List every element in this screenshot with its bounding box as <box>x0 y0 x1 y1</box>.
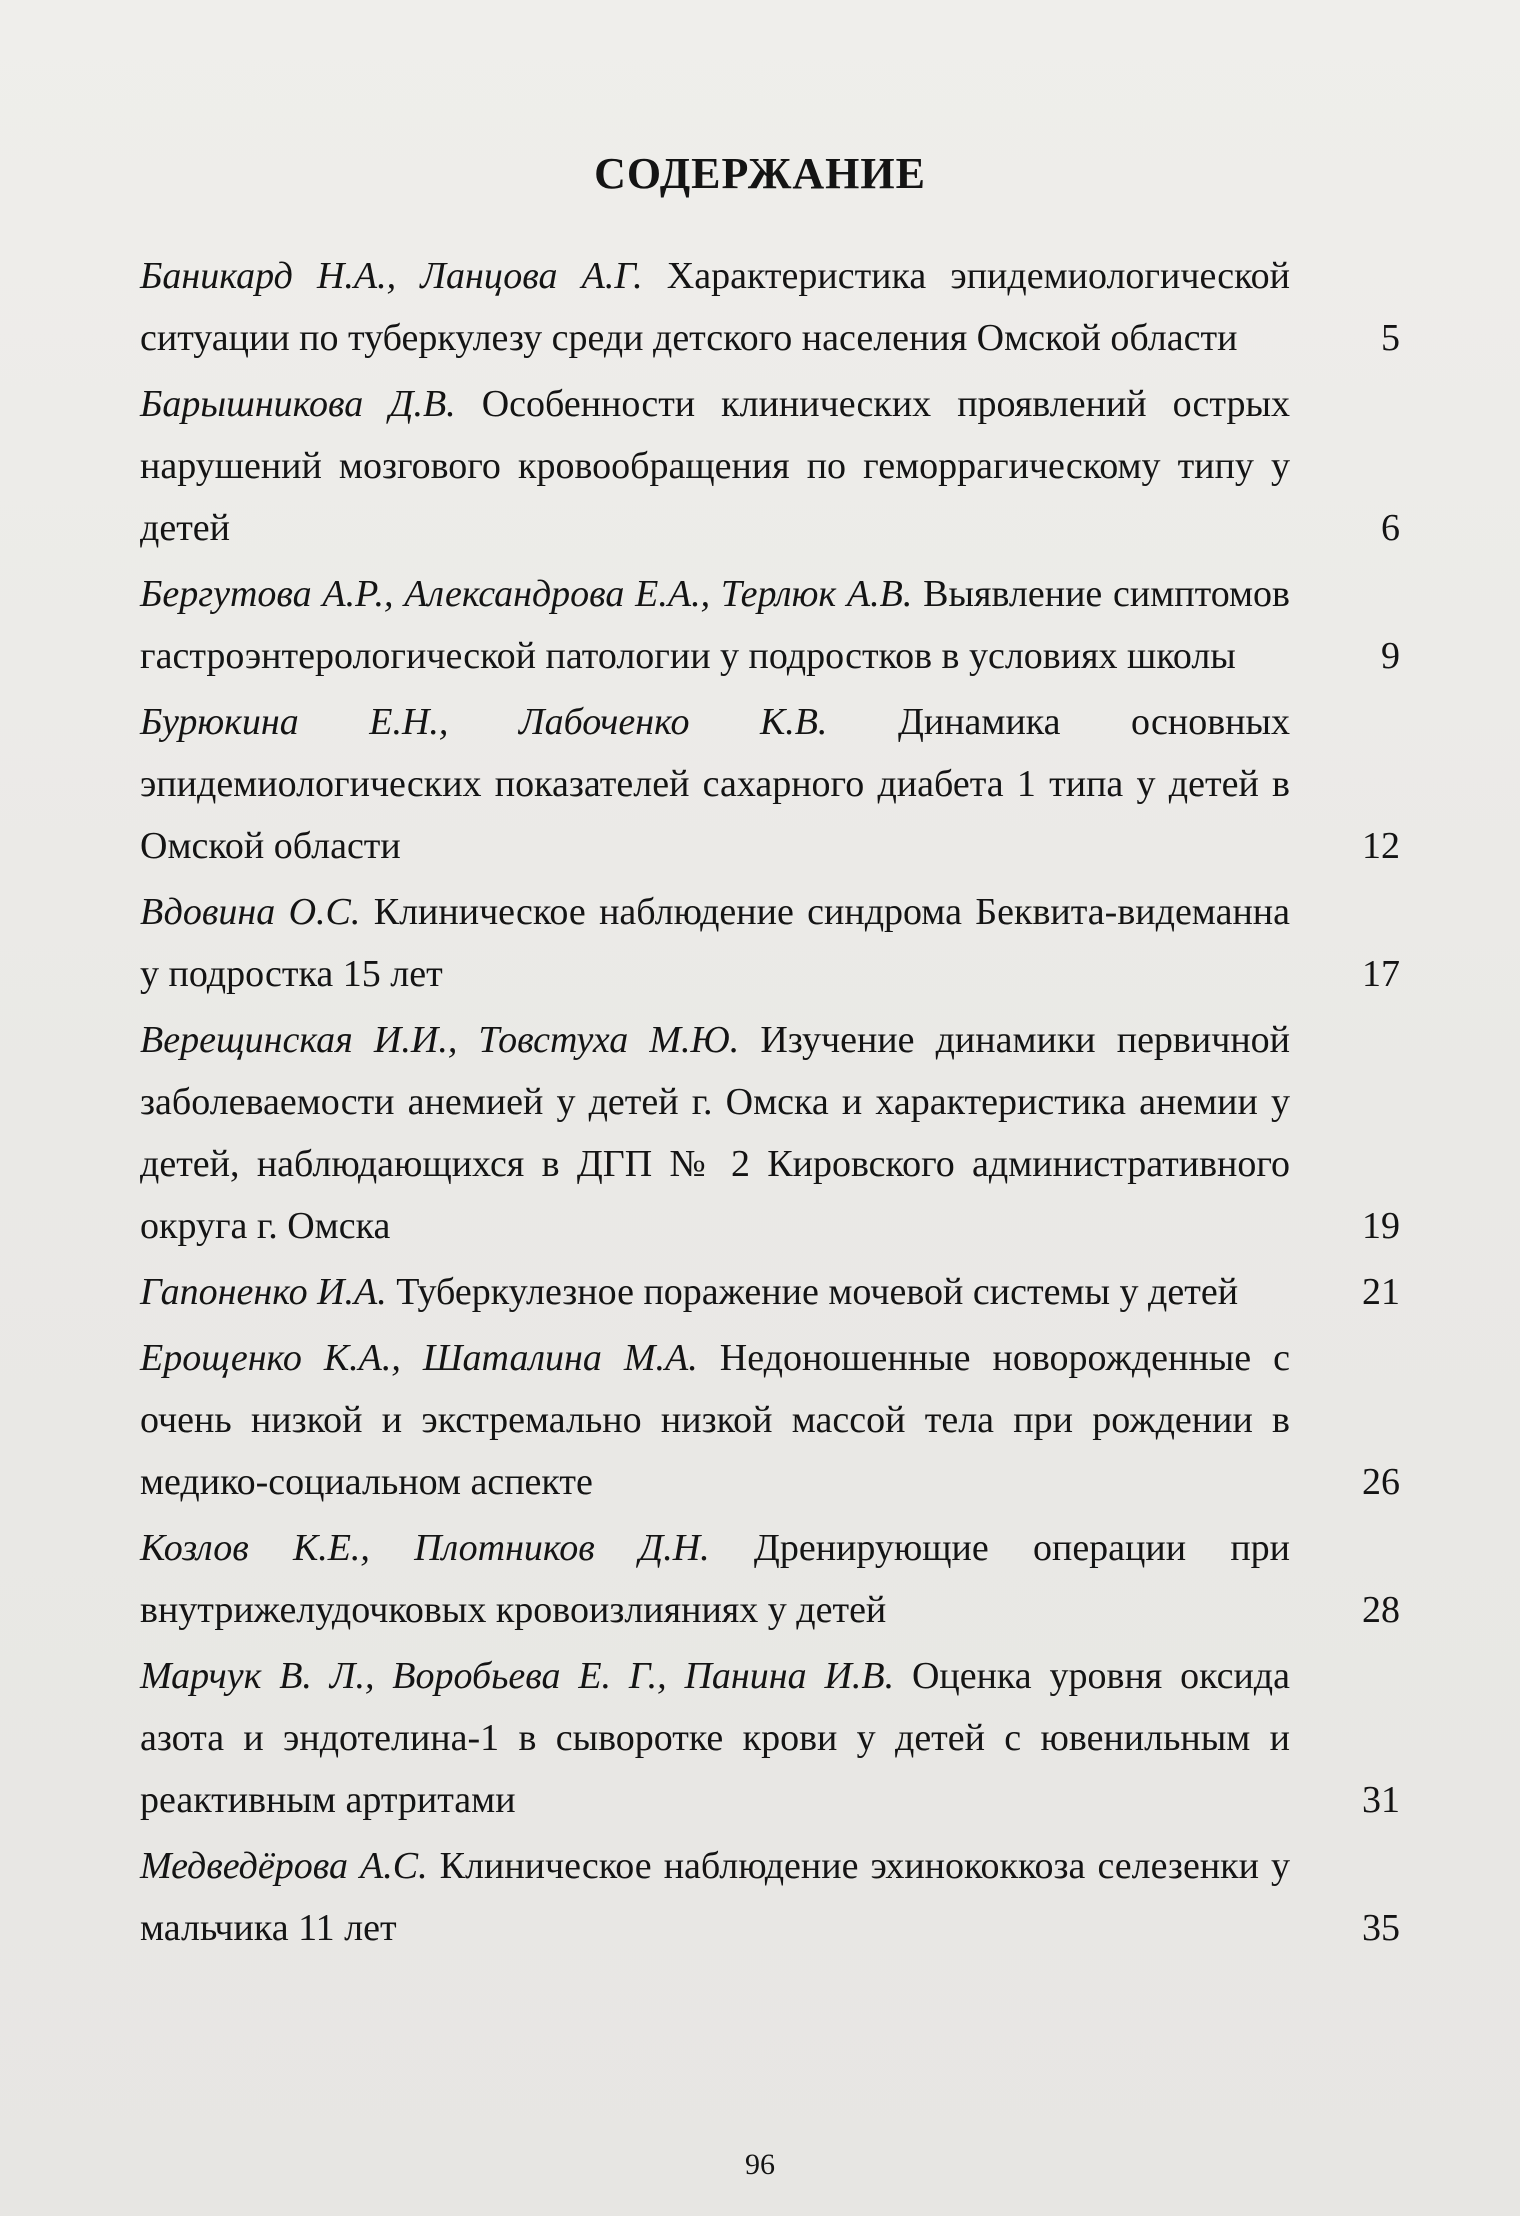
toc-entry-text <box>140 1261 1400 1323</box>
toc-entry <box>140 563 1400 687</box>
toc-entry-authors: Бергутова А.Р., Александрова Е.А., Терлюк А.В. <box>140 573 913 615</box>
toc-entry-authors: Верещинская И.И., Товстуха М.Ю. <box>140 1019 740 1061</box>
toc-entry-title: Клиническое наблюдение эхинококкоза селезенки у мальчика 11 лет <box>140 1845 1290 1949</box>
table-of-contents <box>140 245 1400 1963</box>
toc-entry-page: 26 <box>1362 1461 1400 1503</box>
toc-entry-text <box>140 1645 1400 1831</box>
toc-entry-page: 12 <box>1362 825 1400 867</box>
toc-entry-page: 6 <box>1381 507 1400 549</box>
toc-entry <box>140 1835 1400 1959</box>
toc-entry-authors: Ерощенко К.А., Шаталина М.А. <box>140 1337 698 1379</box>
toc-entry <box>140 1261 1400 1323</box>
toc-entry-text <box>140 1327 1400 1513</box>
toc-entry-authors: Козлов К.Е., Плотников Д.Н. <box>140 1527 710 1569</box>
toc-entry-title: Выявление симптомов гастроэнтерологической патологии у подростков в условиях школы <box>140 573 1290 677</box>
toc-entry-authors: Медведёрова А.С. <box>140 1845 428 1887</box>
toc-entry-text <box>140 881 1400 1005</box>
page-title: СОДЕРЖАНИЕ <box>594 149 926 198</box>
toc-entry-page: 17 <box>1362 953 1400 995</box>
toc-entry-title: Недоношенные новорожденные с очень низкой и экстремально низкой массой тела при рождении в медико-социальном аспекте <box>140 1337 1290 1503</box>
toc-entry-title: Клиническое наблюдение синдрома Беквита-видеманна у подростка 15 лет <box>140 891 1290 995</box>
toc-entry-text <box>140 563 1400 687</box>
toc-entry-page: 35 <box>1362 1907 1400 1949</box>
toc-entry-title: Изучение динамики первичной заболеваемости анемией у детей г. Омска и характеристика анемии у детей, наблюдающихся в ДГП № 2 Кировского административного округа г. Омска <box>140 1019 1290 1247</box>
toc-entry-text <box>140 691 1400 877</box>
toc-entry-authors: Марчук В. Л., Воробьева Е. Г., Панина И.В. <box>140 1655 895 1697</box>
toc-entry-title: Туберкулезное поражение мочевой системы у детей <box>396 1271 1239 1313</box>
toc-entry-authors: Гапоненко И.А. <box>140 1271 387 1313</box>
toc-entry-authors: Вдовина О.С. <box>140 891 361 933</box>
toc-entry-page: 21 <box>1362 1271 1400 1313</box>
toc-entry-page: 5 <box>1381 317 1400 359</box>
toc-entry-authors: Барышникова Д.В. <box>140 383 456 425</box>
toc-entry-text <box>140 1009 1400 1257</box>
toc-entry-page: 9 <box>1381 635 1400 677</box>
toc-entry <box>140 373 1400 559</box>
toc-entry <box>140 881 1400 1005</box>
toc-entry-title: Оценка уровня оксида азота и эндотелина-1 в сыворотке крови у детей с ювенильным и реактивным артритами <box>140 1655 1290 1821</box>
toc-entry-page: 19 <box>1362 1205 1400 1247</box>
toc-entry-page: 31 <box>1362 1779 1400 1821</box>
toc-entry-text <box>140 1835 1400 1959</box>
toc-entry <box>140 691 1400 877</box>
toc-entry-title: Характеристика эпидемиологической ситуации по туберкулезу среди детского населения Омской области <box>140 255 1291 359</box>
toc-entry-authors: Бурюкина Е.Н., Лабоченко К.В. <box>140 701 828 743</box>
toc-entry-title: Дренирующие операции при внутрижелудочковых кровоизлияниях у детей <box>140 1527 1290 1631</box>
toc-entry <box>140 245 1400 369</box>
toc-entry-text <box>140 1517 1400 1641</box>
toc-entry-page: 28 <box>1362 1589 1400 1631</box>
toc-entry-text <box>140 245 1400 369</box>
toc-entry <box>140 1009 1400 1257</box>
toc-entry <box>140 1645 1400 1831</box>
toc-entry <box>140 1517 1400 1641</box>
toc-entry <box>140 1327 1400 1513</box>
toc-entry-title: Особенности клинических проявлений острых нарушений мозгового кровообращения по геморрагическому типу у детей <box>140 383 1291 549</box>
toc-entry-authors: Баникард Н.А., Ланцова А.Г. <box>140 255 643 297</box>
toc-entry-text <box>140 373 1400 559</box>
toc-entry-title: Динамика основных эпидемиологических показателей сахарного диабета 1 типа у детей в Омской области <box>140 701 1291 867</box>
page-number: 96 <box>745 2148 775 2181</box>
